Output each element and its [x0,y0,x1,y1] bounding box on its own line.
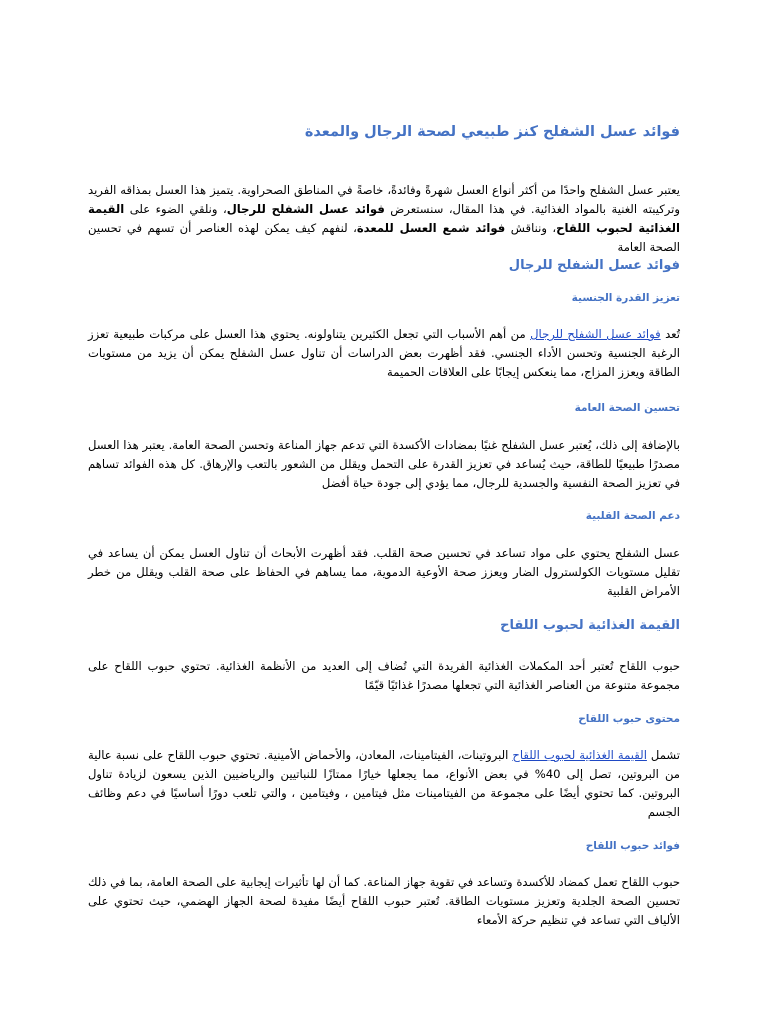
paragraph-pollen-value: حبوب اللقاح تُعتبر أحد المكملات الغذائية الفريدة التي تُضاف إلى العديد من الأنظمة الغذائية. تحتوي حبوب اللقاح على مجموعة متنوعة من العناصر الغذائية التي تجعلها مصدرًا غذائيًا قيّمًا [88,659,680,692]
subheading-pollen-benefits: فوائد حبوب اللقاح [585,840,680,852]
article-title: فوائد عسل الشفلح كنز طبيعي لصحة الرجال والمعدة [304,124,680,140]
paragraph-pollen-benefits: حبوب اللقاح تعمل كمضاد للأكسدة وتساعد في تقوية جهاز المناعة. كما أن لها تأثيرات إيجابية على الصحة العامة، بما في ذلك تحسين الصحة الجلدية وتعزيز مستويات الطاقة. تُعتبر حبوب اللقاح أيضًا مفيدة لصحة الجهاز الهضمي، حيث تحتوي على الألياف التي تساعد في تنظيم حركة الأمعاء [88,875,680,927]
subheading-sexual-ability: تعزيز القدرة الجنسية [571,292,680,304]
paragraph-text-2: من أهم الأسباب التي تجعل الكثيرين يتناولونه. يحتوي هذا العسل على مركبات طبيعية تعزز الرغبة الجنسية وتحسن الأداء الجنسي. فقد أظهرت بعض الدراسات أن تناول عسل الشفلح يمكن أن يزيد من مستويات الطاقة ويعزز المزاج، مما ينعكس إيجابًا على العلاقات الحميمة [88,327,680,379]
section-heading-pollen-value: القيمة الغذائية لحبوب اللقاح [500,618,680,633]
subheading-heart-health: دعم الصحة القلبية [585,510,680,522]
intro-paragraph [88,181,680,257]
paragraph-pollen-content [88,746,680,822]
intro-text-4: ، لنفهم كيف يمكن لهذه العناصر أن تسهم في تحسين الصحة العامة [88,221,680,254]
paragraph-general-health: بالإضافة إلى ذلك، يُعتبر عسل الشفلح غنيًا بمضادات الأكسدة التي تدعم جهاز المناعة وتحسن الصحة العامة. يعتبر هذا العسل مصدرًا طبيعيًا للطاقة، حيث يُساعد في تعزيز القدرة على التحمل ويقلل من الشعور بالتعب والإرهاق. كل هذه الفوائد تساهم في تعزيز الصحة النفسية والجسدية للرجال، مما يؤدي إلى جودة حياة أفضل [88,438,680,490]
paragraph-text-1: تشمل [646,748,680,762]
intro-text-2: ، ونلقي الضوء على [124,202,227,216]
intro-text-3: ، ونناقش [505,221,557,235]
subheading-pollen-content: محتوى حبوب اللقاح [578,713,680,725]
paragraph-sexual-ability [88,325,680,382]
link-pollen-value[interactable]: القيمة الغذائية لحبوب اللقاح [512,748,647,762]
paragraph-heart-health: عسل الشفلح يحتوي على مواد تساعد في تحسين صحة القلب. فقد أظهرت الأبحاث أن تناول العسل يمكن أن يساعد في تقليل مستويات الكولسترول الضار ويعزز صحة الأوعية الدموية، مما يساهم في الحفاظ على صحة القلب ويقلل من خطر الأمراض القلبية [88,546,680,598]
paragraph-text-2: البروتينات، الفيتامينات، المعادن، والأحماض الأمينية. تحتوي حبوب اللقاح على نسبة عالية من البروتين، تصل إلى 40% في بعض الأنواع، مما يجعلها خيارًا ممتازًا للنباتيين والرياضيين الذين يسعون لزيادة تناول البروتين. كما تحتوي أيضًا على مجموعة من الفيتامينات مثل فيتامين ، وفيتامين ، والتي تلعب دورًا أساسيًا في دعم وظائف الجسم [88,748,681,819]
paragraph-text-1: تُعد [660,327,680,341]
section-heading-shafallah-men: فوائد عسل الشفلح للرجال [508,258,680,273]
subheading-general-health: تحسين الصحة العامة [574,402,680,414]
intro-bold-1: فوائد عسل الشفلح للرجال [226,202,385,216]
link-shafallah-men[interactable]: فوائد عسل الشفلح للرجال [530,327,661,341]
intro-text-1: يعتبر عسل الشفلح واحدًا من أكثر أنواع العسل شهرةً وفائدةً، خاصةً في المناطق الصحراوية. يتميز هذا العسل بمذاقه الفريد وتركيبته الغنية بالمواد الغذائية. في هذا المقال، سنستعرض [88,183,680,216]
intro-bold-3: فوائد شمع العسل للمعدة [356,221,506,235]
intro-bold-2: القيمة الغذائية لحبوب اللقاح [88,202,680,235]
